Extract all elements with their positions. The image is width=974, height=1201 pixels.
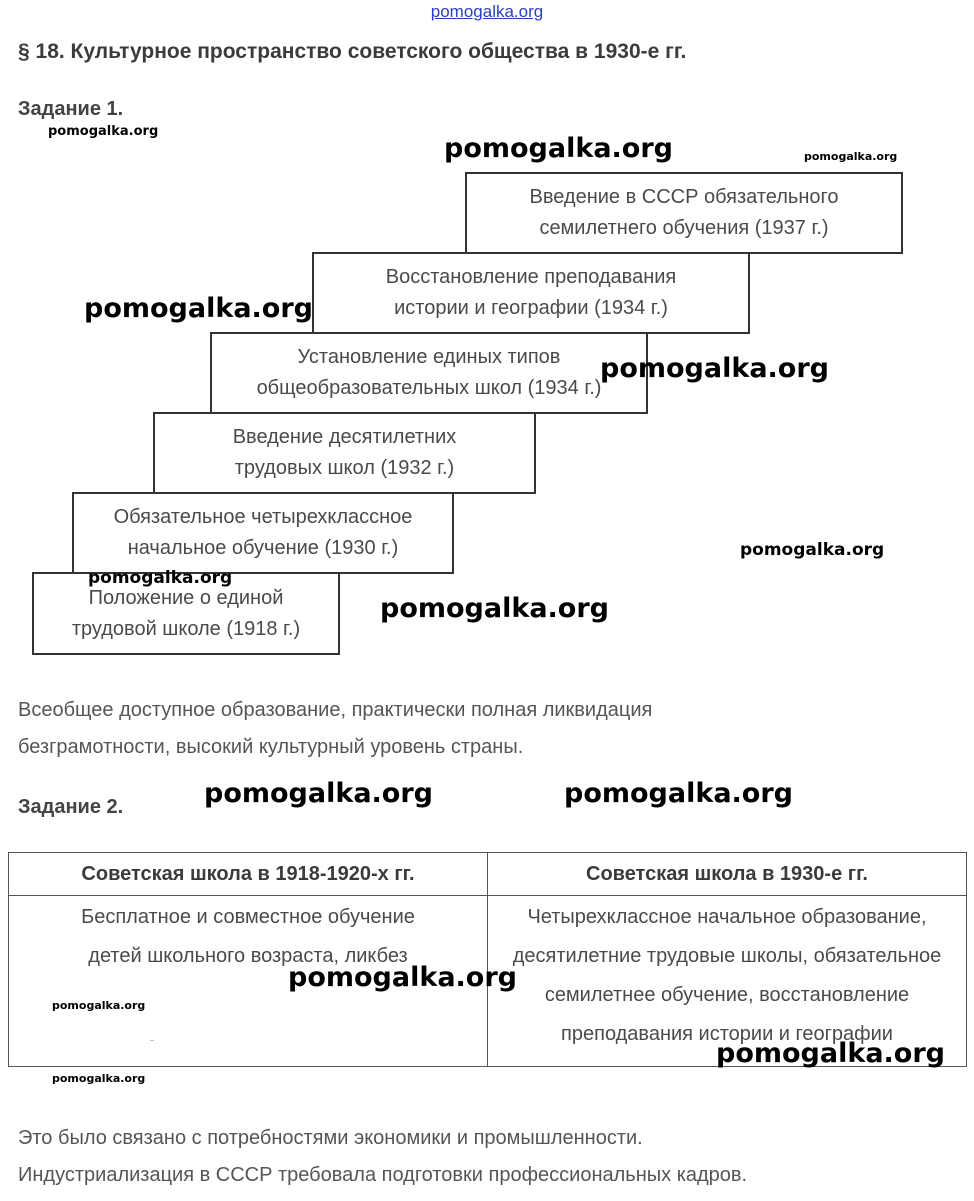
watermark: pomogalka.org (88, 568, 233, 588)
step-text: Введение в СССР обязательного семилетнего обучения (1937 г.) (529, 186, 839, 239)
divider (150, 1040, 154, 1041)
page-title: § 18. Культурное пространство советского общества в 1930-е гг. (18, 40, 687, 63)
task-1-label: Задание 1. (18, 98, 124, 120)
watermark: pomogalka.org (564, 778, 793, 809)
watermark: pomogalka.org (444, 133, 673, 164)
step-text: Обязательное четырехклассное начальное обучение (1930 г.) (113, 506, 413, 559)
comparison-table (8, 852, 967, 1067)
step-text: Введение десятилетних трудовых школ (1932 г.) (232, 426, 457, 479)
task-1-conclusion: Всеобщее доступное образование, практически полная ликвидация безграмотности, высокий культурный уровень страны. (18, 699, 653, 758)
table-cell: Четырехклассное начальное образование, десятилетние трудовые школы, обязательное семилетнее обучение, восстановление преподавания истории и географии (488, 896, 967, 1067)
staircase-step (312, 252, 750, 334)
watermark: pomogalka.org (52, 999, 146, 1012)
staircase-step (465, 172, 903, 254)
step-text: Установление единых типов общеобразовательных школ (1934 г.) (256, 346, 602, 399)
watermark: pomogalka.org (740, 540, 885, 560)
watermark: pomogalka.org (84, 293, 313, 324)
site-link[interactable]: pomogalka.org (430, 2, 544, 21)
task-2-conclusion: Это было связано с потребностями экономики и промышленности. Индустриализация в СССР требовала подготовки профессиональных кадров. (18, 1127, 748, 1186)
watermark: pomogalka.org (600, 353, 829, 384)
watermark: pomogalka.org (288, 962, 517, 993)
watermark: pomogalka.org (380, 593, 609, 624)
step-text: Восстановление преподавания истории и географии (1934 г.) (385, 266, 677, 319)
watermark: pomogalka.org (204, 778, 433, 809)
watermark: pomogalka.org (48, 124, 159, 139)
watermark: pomogalka.org (804, 150, 898, 163)
task-2-label: Задание 2. (18, 796, 124, 818)
table-cell: Бесплатное и совместное обучение детей школьного возраста, ликбез (9, 896, 488, 1067)
staircase-step (72, 492, 454, 574)
staircase-step (210, 332, 648, 414)
watermark: pomogalka.org (716, 1038, 945, 1069)
table-header: Советская школа в 1918-1920-х гг. (9, 853, 488, 896)
staircase-step (153, 412, 536, 494)
watermark: pomogalka.org (52, 1072, 146, 1085)
table-header: Советская школа в 1930-е гг. (488, 853, 967, 896)
table-header-row (9, 853, 967, 896)
step-text: Положение о единой трудовой школе (1918 г.) (71, 586, 301, 640)
